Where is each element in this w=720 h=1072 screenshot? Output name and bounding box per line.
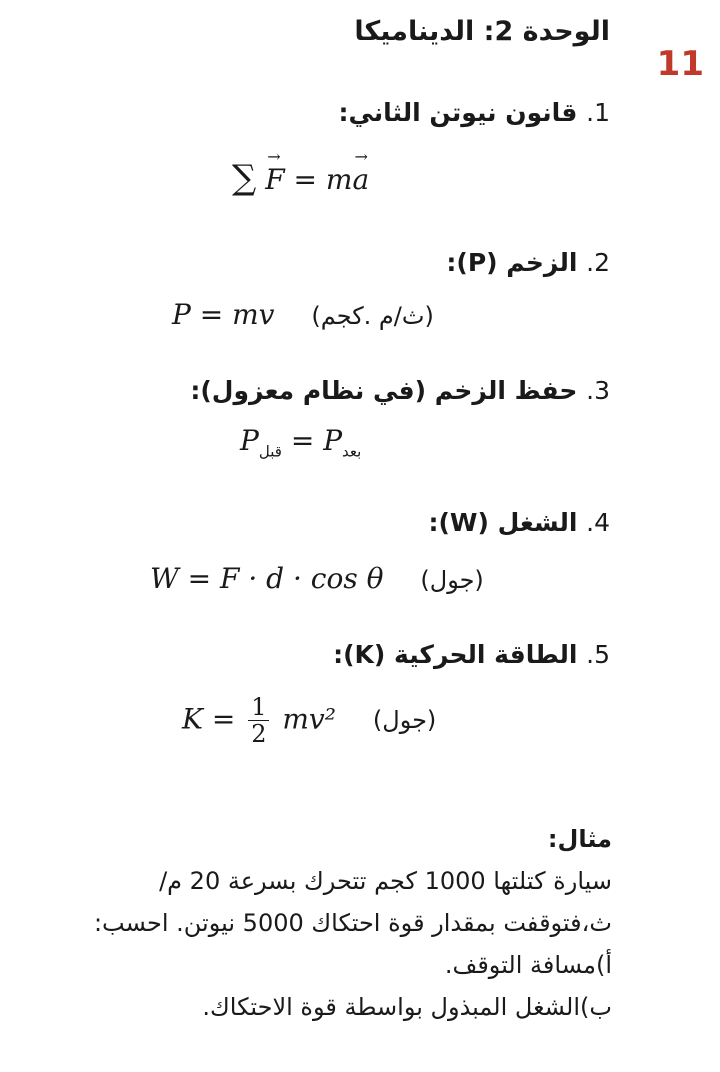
- example-body: سيارة كتلتها 1000 كجم تتحرك بسرعة 20 م/ث،فتوقفت بمقدار قوة احتكاك 5000 نيوتن. احسب:: [93, 867, 612, 937]
- kinetic-rhs: mv²: [282, 702, 336, 736]
- section-5-heading: [333, 640, 610, 669]
- kinetic-unit: (جول): [372, 706, 437, 735]
- section-number: 1.: [586, 98, 610, 127]
- section-number: 2.: [586, 248, 610, 277]
- section-4-heading: [428, 508, 610, 537]
- section-2-heading: [446, 248, 610, 277]
- page-number: 11: [656, 44, 704, 84]
- section-title: الزخم (P):: [446, 248, 578, 277]
- momentum-unit: (ث/م .كجم): [311, 302, 434, 330]
- momentum-formula: [172, 298, 434, 331]
- work-formula: [150, 562, 484, 595]
- before-subscript: قبل: [258, 442, 282, 461]
- section-1-heading: [338, 98, 610, 127]
- p-after: P: [323, 424, 343, 457]
- work-expression: W = F · d · cos θ: [150, 562, 384, 595]
- section-3-heading: [190, 376, 610, 405]
- unit-title: الوحدة 2: الديناميكا: [354, 16, 610, 47]
- section-title: الشغل (W):: [428, 508, 578, 537]
- equals-sign: =: [290, 424, 315, 457]
- fraction-one-half: [248, 694, 269, 748]
- kinetic-lhs: K =: [182, 702, 236, 736]
- section-title: الطاقة الحركية (K):: [333, 640, 578, 669]
- section-title: قانون نيوتن الثاني:: [338, 98, 578, 127]
- mass-symbol: m: [325, 163, 353, 196]
- fraction-numerator: 1: [248, 694, 269, 721]
- example-part-a: أ)مسافة التوقف.: [444, 951, 612, 979]
- force-vector: → F: [265, 163, 284, 196]
- section-title: حفظ الزخم (في نظام معزول):: [190, 376, 578, 405]
- work-unit: (جول): [420, 566, 484, 594]
- section-number: 4.: [586, 508, 610, 537]
- momentum-conservation-formula: [240, 424, 361, 461]
- newton-second-law-formula: [232, 158, 369, 198]
- momentum-expression: P = mv: [172, 298, 275, 331]
- fraction-denominator: 2: [251, 720, 267, 749]
- example-title: مثال:: [547, 825, 612, 853]
- section-number: 5.: [586, 640, 610, 669]
- example-block: [52, 818, 612, 1028]
- section-number: 3.: [586, 376, 610, 405]
- sum-symbol: ∑: [232, 158, 257, 198]
- p-before: P: [240, 424, 259, 457]
- example-part-b: ب)الشغل المبذول بواسطة قوة الاحتكاك.: [202, 993, 612, 1021]
- acceleration-vector: → a: [352, 163, 369, 196]
- equals-sign: =: [293, 163, 317, 196]
- kinetic-energy-formula: [182, 694, 436, 748]
- after-subscript: بعد: [342, 442, 362, 461]
